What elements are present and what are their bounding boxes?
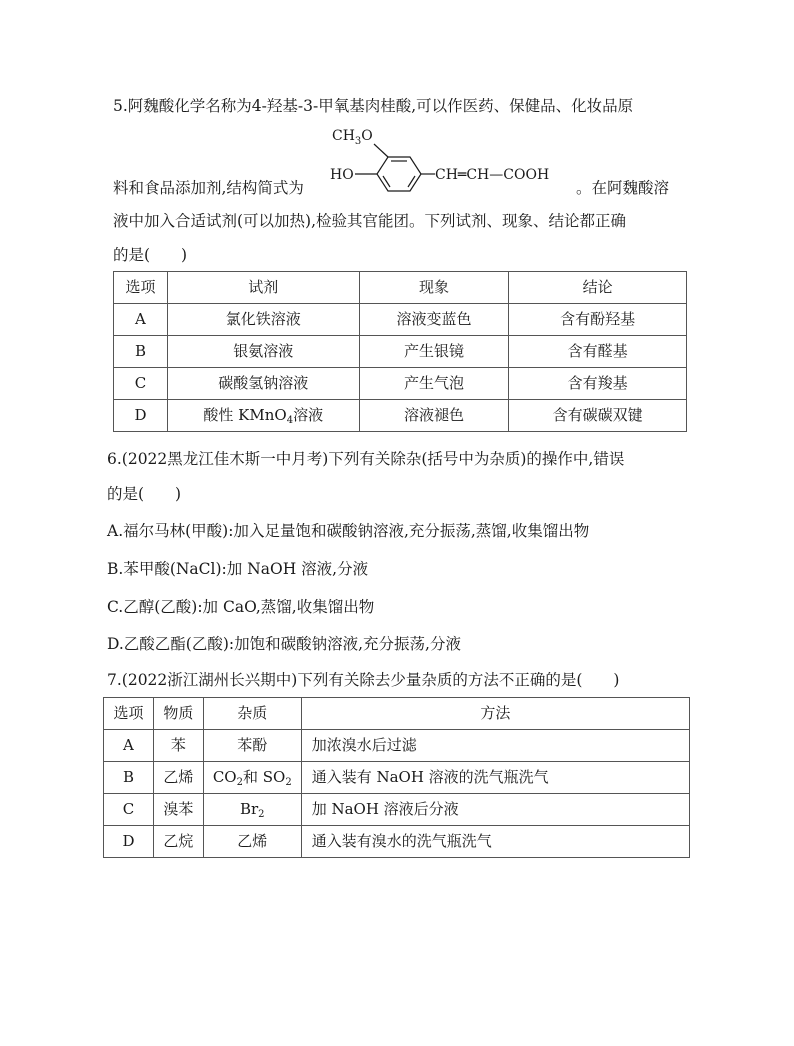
table-cell: C: [104, 794, 154, 826]
q5-line-4: 的是( ): [113, 246, 188, 264]
table-cell: 通入装有溴水的洗气瓶洗气: [301, 826, 689, 858]
table-row: [104, 762, 690, 794]
table-row: [104, 826, 690, 858]
table-header: 现象: [359, 272, 509, 304]
table-cell-impurity-co2-so2: $CO_2$和 $SO_2$: [203, 762, 301, 794]
table-cell: 碳酸氢钠溶液: [167, 368, 359, 400]
table-row: [104, 730, 690, 762]
q6-line-1: 6.(2022黑龙江佳木斯一中月考)下列有关除杂(括号中为杂质)的操作中,错误: [107, 450, 625, 468]
table-header: 试剂: [167, 272, 359, 304]
q6-option-b: B.苯甲酸(NaCl):加 NaOH 溶液,分液: [107, 560, 369, 578]
struct-ch3o-label: $CH_3O$: [332, 128, 373, 147]
table-cell: 加浓溴水后过滤: [301, 730, 689, 762]
struct-ho-label: HO: [330, 167, 354, 183]
table-header: 选项: [114, 272, 168, 304]
q7-table: [103, 697, 690, 858]
table-cell: 银氨溶液: [167, 336, 359, 368]
table-cell: 溴苯: [153, 794, 203, 826]
table-cell: 含有碳碳双键: [509, 400, 687, 432]
table-cell: 通入装有 NaOH 溶液的洗气瓶洗气: [301, 762, 689, 794]
table-cell: 溶液变蓝色: [359, 304, 509, 336]
q5-line-2b: 。在阿魏酸溶: [576, 179, 670, 197]
table-cell: A: [104, 730, 154, 762]
table-cell: 乙烷: [153, 826, 203, 858]
q6-option-c: C.乙醇(乙酸):加 CaO,蒸馏,收集馏出物: [107, 598, 375, 616]
table-header: 选项: [104, 698, 154, 730]
table-header: 物质: [153, 698, 203, 730]
q6-line-2: 的是( ): [107, 485, 182, 503]
table-row: [114, 336, 687, 368]
q5-table: [113, 271, 687, 432]
table-cell: 苯: [153, 730, 203, 762]
table-cell: D: [104, 826, 154, 858]
table-cell: 含有酚羟基: [509, 304, 687, 336]
table-cell: 产生气泡: [359, 368, 509, 400]
q7-line-1: 7.(2022浙江湖州长兴期中)下列有关除去少量杂质的方法不正确的是( ): [107, 671, 620, 689]
table-cell: 氯化铁溶液: [167, 304, 359, 336]
q5-line-2a: 料和食品添加剂,结构简式为: [113, 179, 304, 197]
q6-option-a: A.福尔马林(甲酸):加入足量饱和碳酸钠溶液,充分振荡,蒸馏,收集馏出物: [107, 522, 590, 540]
table-cell: D: [114, 400, 168, 432]
table-header: 方法: [301, 698, 689, 730]
table-cell: C: [114, 368, 168, 400]
table-cell: 加 NaOH 溶液后分液: [301, 794, 689, 826]
table-cell: 苯酚: [203, 730, 301, 762]
table-cell: 含有醛基: [509, 336, 687, 368]
table-cell: 乙烯: [203, 826, 301, 858]
table-row: [114, 368, 687, 400]
table-cell-impurity-br2: $Br_2$: [203, 794, 301, 826]
table-row: [114, 304, 687, 336]
q6-option-d: D.乙酸乙酯(乙酸):加饱和碳酸钠溶液,充分振荡,分液: [107, 635, 461, 653]
q5-line-1: 5.阿魏酸化学名称为4-羟基-3-甲氧基肉桂酸,可以作医药、保健品、化妆品原: [113, 97, 634, 115]
table-cell: 产生银镜: [359, 336, 509, 368]
ferulic-acid-structure-icon: [322, 120, 574, 200]
table-cell: 含有羧基: [509, 368, 687, 400]
table-cell: 乙烯: [153, 762, 203, 794]
table-cell: A: [114, 304, 168, 336]
table-header-row: [104, 698, 690, 730]
table-header: 杂质: [203, 698, 301, 730]
table-cell: B: [104, 762, 154, 794]
table-cell-reagent-kmno4: 酸性 KMnO$_4$溶液: [167, 400, 359, 432]
table-header: 结论: [509, 272, 687, 304]
struct-chain-label: CH═CH—COOH: [435, 167, 550, 183]
table-header-row: [114, 272, 687, 304]
table-cell: 溶液褪色: [359, 400, 509, 432]
table-cell: B: [114, 336, 168, 368]
table-row: [104, 794, 690, 826]
q5-line-3: 液中加入合适试剂(可以加热),检验其官能团。下列试剂、现象、结论都正确: [113, 212, 627, 230]
table-row: [114, 400, 687, 432]
